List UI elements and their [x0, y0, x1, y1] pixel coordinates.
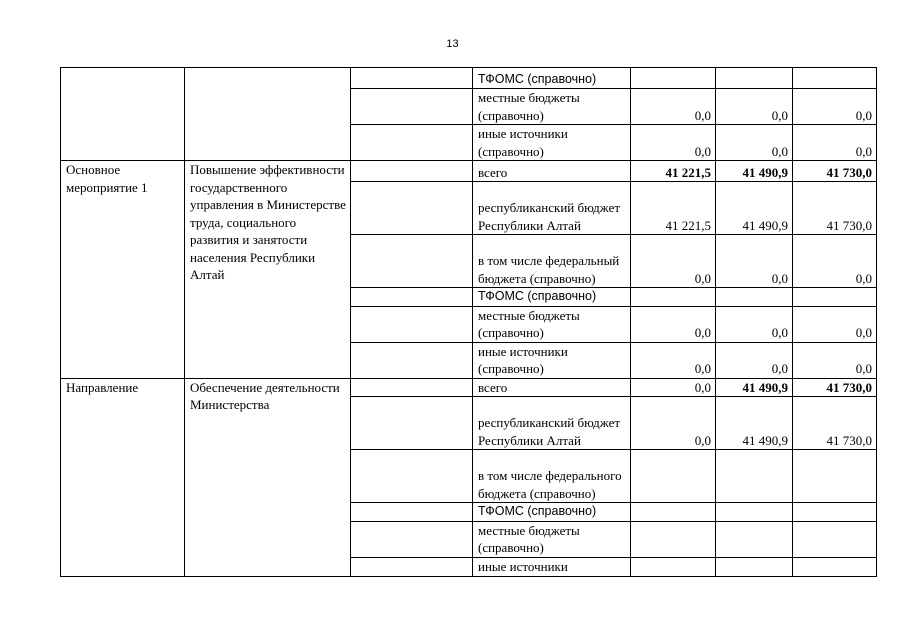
- empty-cell: [351, 288, 473, 307]
- empty-cell: [351, 557, 473, 576]
- funding-source-cell: в том числе федерального бюджета (справочно): [473, 450, 631, 503]
- empty-cell: [351, 125, 473, 161]
- funding-source-cell: ТФОМС (справочно): [473, 288, 631, 307]
- funding-source-cell: всего: [473, 161, 631, 182]
- value-cell-year-1: 0,0: [631, 125, 716, 161]
- value-cell-year-3: 0,0: [793, 235, 877, 288]
- empty-cell: [351, 503, 473, 522]
- value-cell-year-1: 41 221,5: [631, 161, 716, 182]
- value-cell-year-3: 41 730,0: [793, 397, 877, 450]
- empty-cell: [351, 450, 473, 503]
- empty-cell: [351, 306, 473, 342]
- value-cell-year-2: [716, 521, 793, 557]
- value-cell-year-1: 0,0: [631, 378, 716, 397]
- activity-name-cell: [185, 68, 351, 161]
- value-cell-year-2: 0,0: [716, 235, 793, 288]
- funding-source-cell: иные источники (справочно): [473, 342, 631, 378]
- funding-source-cell: республиканский бюджет Республики Алтай: [473, 397, 631, 450]
- value-cell-year-3: 0,0: [793, 306, 877, 342]
- value-cell-year-1: [631, 521, 716, 557]
- value-cell-year-2: 0,0: [716, 125, 793, 161]
- funding-source-cell: республиканский бюджет Республики Алтай: [473, 182, 631, 235]
- budget-table-body: [61, 68, 877, 577]
- empty-cell: [351, 68, 473, 89]
- value-cell-year-2: 0,0: [716, 342, 793, 378]
- value-cell-year-1: [631, 288, 716, 307]
- table-row: [61, 68, 877, 89]
- table-row: [61, 161, 877, 182]
- value-cell-year-3: 0,0: [793, 125, 877, 161]
- value-cell-year-3: [793, 521, 877, 557]
- value-cell-year-2: [716, 503, 793, 522]
- value-cell-year-2: 41 490,9: [716, 397, 793, 450]
- value-cell-year-1: [631, 450, 716, 503]
- value-cell-year-2: [716, 288, 793, 307]
- empty-cell: [351, 182, 473, 235]
- value-cell-year-3: 0,0: [793, 89, 877, 125]
- empty-cell: [351, 378, 473, 397]
- empty-cell: [351, 342, 473, 378]
- value-cell-year-1: 0,0: [631, 89, 716, 125]
- activity-type-cell: Основное мероприятие 1: [61, 161, 185, 379]
- value-cell-year-2: 0,0: [716, 306, 793, 342]
- value-cell-year-2: 0,0: [716, 89, 793, 125]
- empty-cell: [351, 235, 473, 288]
- empty-cell: [351, 397, 473, 450]
- value-cell-year-3: 41 730,0: [793, 161, 877, 182]
- value-cell-year-2: [716, 68, 793, 89]
- value-cell-year-3: [793, 68, 877, 89]
- funding-source-cell: местные бюджеты (справочно): [473, 306, 631, 342]
- value-cell-year-1: 0,0: [631, 306, 716, 342]
- value-cell-year-3: [793, 557, 877, 576]
- funding-source-cell: иные источники (справочно): [473, 125, 631, 161]
- activity-type-cell: [61, 68, 185, 161]
- value-cell-year-3: 41 730,0: [793, 182, 877, 235]
- funding-source-cell: местные бюджеты (справочно): [473, 89, 631, 125]
- value-cell-year-3: 0,0: [793, 342, 877, 378]
- funding-source-cell: ТФОМС (справочно): [473, 68, 631, 89]
- value-cell-year-2: 41 490,9: [716, 378, 793, 397]
- funding-source-cell: местные бюджеты (справочно): [473, 521, 631, 557]
- value-cell-year-2: 41 490,9: [716, 161, 793, 182]
- empty-cell: [351, 89, 473, 125]
- value-cell-year-2: 41 490,9: [716, 182, 793, 235]
- value-cell-year-1: [631, 503, 716, 522]
- value-cell-year-1: 41 221,5: [631, 182, 716, 235]
- value-cell-year-1: 0,0: [631, 235, 716, 288]
- empty-cell: [351, 521, 473, 557]
- funding-source-cell: иные источники: [473, 557, 631, 576]
- table-row: [61, 378, 877, 397]
- value-cell-year-3: 41 730,0: [793, 378, 877, 397]
- value-cell-year-1: [631, 557, 716, 576]
- funding-source-cell: всего: [473, 378, 631, 397]
- activity-type-cell: Направление: [61, 378, 185, 576]
- budget-table: [60, 67, 877, 577]
- page-number: 13: [446, 38, 459, 50]
- value-cell-year-3: [793, 450, 877, 503]
- value-cell-year-2: [716, 557, 793, 576]
- value-cell-year-2: [716, 450, 793, 503]
- value-cell-year-1: 0,0: [631, 342, 716, 378]
- funding-source-cell: ТФОМС (справочно): [473, 503, 631, 522]
- activity-name-cell: Повышение эффективности государственного управления в Министерстве труда, социального развития и занятости населения Республики Алтай: [185, 161, 351, 379]
- value-cell-year-3: [793, 288, 877, 307]
- funding-source-cell: в том числе федеральный бюджета (справочно): [473, 235, 631, 288]
- value-cell-year-3: [793, 503, 877, 522]
- empty-cell: [351, 161, 473, 182]
- value-cell-year-1: 0,0: [631, 397, 716, 450]
- activity-name-cell: Обеспечение деятельности Министерства: [185, 378, 351, 576]
- value-cell-year-1: [631, 68, 716, 89]
